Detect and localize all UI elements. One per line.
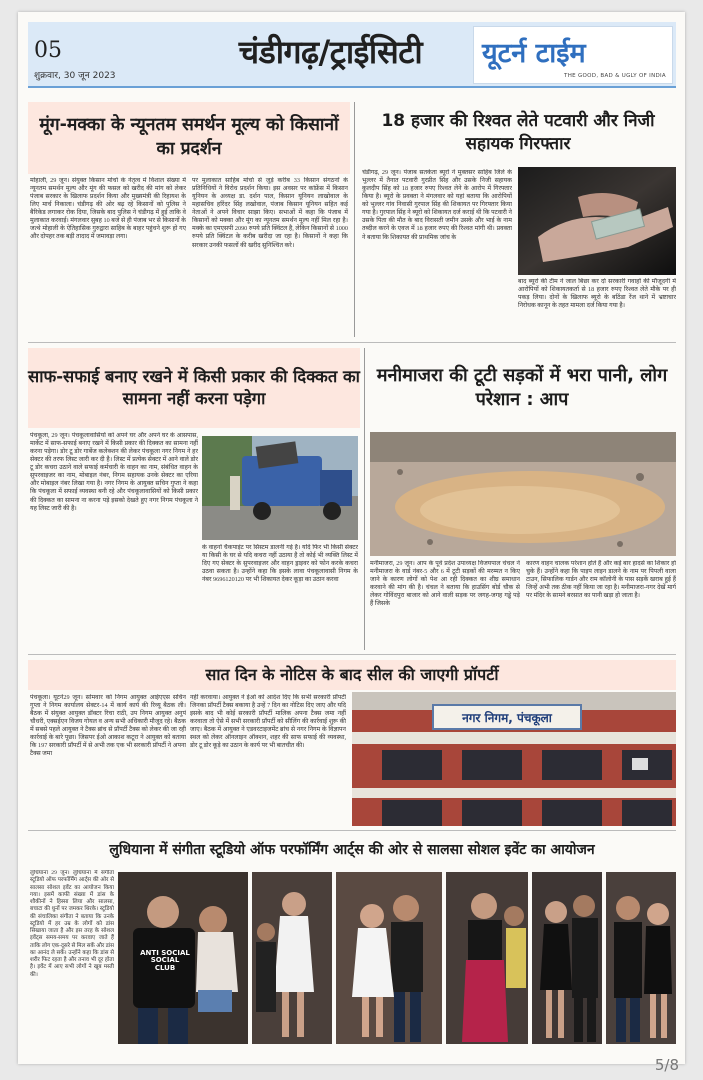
- brand-tagline: THE GOOD, BAD & UGLY OF INDIA: [564, 73, 666, 79]
- story3-headline: साफ-सफाई बनाए रखने में किसी प्रकार की दिक्कत का सामना नहीं करना पड़ेगा: [28, 348, 360, 428]
- row-divider: [28, 342, 676, 343]
- story4-col1: मनीमाजरा, 29 जून। आप के पूर्व प्रदेश उपाध्यक्ष विजयपाल चंचल ने मनीमाजरा के वार्ड नंबर-5 और 6 में टूटी सड़कों की मरम्मत न किए जाने के कारण लोगों को पेश आ रही दिक्कत का शीघ्र समाधान करवाने की मांग की है। चंचल ने बताया कि हाउसिंग बोर्ड चौक से लेकर गोविंदपुरा बाजार को आने वाली सड़क पर जगह-जगह गड्ढे पड़े हैं जिसके: [370, 560, 520, 608]
- tshirt-print: ANTI SOCIAL SOCIAL CLUB: [140, 949, 190, 972]
- story6-headline: लुधियाना में संगीता स्टूडियो ऑफ परफॉर्मिंग आर्ट्स की ओर से सालसा सोशल इवेंट का आयोजन: [28, 834, 676, 866]
- story2-col1: चंडीगढ़, 29 जून। पंजाब सतर्कता ब्यूरो ने मुक्तसर साहिब जिले के भुल्लर में तैनात पटवारी गुरप्रीत सिंह और उसके निजी सहायक कुलदीप सिंह को 18 हजार रुपए रिश्वत लेने के आरोप में गिरफ्तार किया है। ब्यूरो के प्रवक्ता ने मंगलवार को यहां बताया कि आरोपियों को भुल्लर गांव निवासी गुरपाल सिंह की शिकायत पर गिरफ्तार किया गया है। गुरपाल सिंह ने ब्यूरो को शिकायत दर्ज कराई थी कि पटवारी ने उसके पिता की मौत के बाद विरासती जमीन उसके और भाई के नाम तब्दील करने के एवज में 18 हजार रुपए की रिश्वत मांगी थी। प्रवक्ता ने बताया कि शिकायत की प्राथमिक जांच के: [362, 169, 512, 241]
- waterlogged-road-photo: [370, 432, 676, 556]
- story4-col2: कारण वाहन चालक परेशान होते हैं और कई बार हादसे का शिकार हो चुके हैं। उन्होंने कहा कि पाइप लाइन डालने के नाम पर पिपली वाला टाउन, सिफालिक गार्डन और राम कॉलोनी के पास सड़कें खराब हुई हैं जिन्हें अभी तक ठीक नहीं किया जा रहा है। मनीमाजरा-नगर देखें मार्ग पर मंदिर के सामने बरसात का पानी खड़ा हो जाता है।: [526, 560, 676, 600]
- story6-col1: लुधियाना 29 जून। लुधियाना में संगीता स्टूडियो ऑफ परफॉर्मिंग आर्ट्स की ओर से सालसा सोशल इवेंट का आयोजन किया गया। इसमें काफी संख्या में डांस के शौकीनों ने हिस्सा लिया और सालसा, बचाटा की धुनों पर जमकर थिरके। स्टूडियो की संचालिका संगीता ने बताया कि उनके स्टूडियो में हर उम्र के लोगों को डांस सिखाया जाता है और इस तरह के सोशल इवेंट्स समय-समय पर करवाए जाते हैं ताकि लोग एक-दूसरे से मिल सकें और डांस का आनंद ले सकें। उन्होंने कहा कि डांस से शरीर फिट रहता है और तनाव भी दूर होता है। इवेंट में आए सभी लोगों ने खूब मस्ती की।: [30, 870, 114, 978]
- section-title: चंडीगढ़/ट्राईसिटी: [238, 33, 423, 71]
- story5-col1: पंचकूला। यूटर्न29 जून। सोमवार को निगम आयुक्त आईएएस सचिन गुप्ता ने निगम कार्यालय सेक्टर-14 में कार्य कार्य की रिव्यू बैठक ली। बैठक में संयुक्त आयुक्त डॉक्टर रिचा राठी, उप निगम आयुक्त अनुपं चौधरी, एक्सईएन विजय गोयल व अन्य सभी अधिकारी मौजूद रहे। बैठक में सबसे पहले आयुक्त ने टैक्स ब्रांच से प्रॉपर्टी टैक्स को लेकर की जा रही कार्रवाई के बारे पूछा। जिसपर ईओ आकाश कटूरा ने आयुक्त को बताया कि 197 सरकारी प्रॉपर्टी में से अभी तक एक भी सरकारी प्रॉपर्टी ने अपना टैक्स जमा: [30, 694, 186, 758]
- row-divider: [28, 654, 676, 655]
- column-divider: [364, 348, 365, 650]
- story1-col2: पर मुलाकात साहिब मोर्चा से जुड़े करीब 33 किसान संगठनों के प्रतिनिधियों ने विरोध प्रदर्शन किया। इस अवसर पर कांफ्रेंस में किसान यूनियन के अध्यक्ष डा. दर्शन पाल, किसान यूनियन लाखोवाल के महासचिव हरिंदर सिंह लखोवाल, पंजाब किसान यूनियन सहित कई नेताओं ने अपने विचार साझा किए। सभाओं में कहा कि पंजाब में किसानों को मक्का और मूंग का न्यूनतम समर्थन मूल्य नहीं मिल रहा है। मक्के का एमएसपी 2090 रुपये प्रति क्विंटल है, लेकिन किसानों से 1000 रुपये प्रति क्विंटल के करीब खरीदा जा रहा है। किसानों ने कहा कि सरकार उनकी फसलों की खरीद सुनिश्चित करे।: [192, 177, 348, 249]
- issue-date: शुक्रवार, 30 जून 2023: [34, 71, 116, 81]
- bribe-hand-photo: [518, 167, 676, 275]
- story1-headline: मूंग-मक्का के न्यूनतम समर्थन मूल्य को किसानों का प्रदर्शन: [28, 102, 350, 174]
- column-divider: [354, 102, 355, 337]
- salsa-photo-6: [606, 872, 676, 1044]
- story5-headline: सात दिन के नोटिस के बाद सील की जाएगी प्रॉपर्टी: [28, 660, 676, 690]
- page-counter: 5/8: [654, 1056, 679, 1074]
- brand-logo: [473, 26, 673, 84]
- story5-col2: नहीं करवाया। आयुक्त ने ईओ को आदेश दिए कि सभी सरकारी प्रॉपर्टी जिनका प्रॉपर्टी टैक्स बकाया है उन्हें 7 दिन का नोटिस दिए जाए और यदि इसके बाद भी कोई सरकारी प्रॉपर्टी मालिक अपना टैक्स जमा नहीं करवाता तो ऐसे में सभी सरकारी प्रॉपर्टी को सीलिंग की कार्रवाई शुरू की जाए। बैठक में आयुक्त ने एडवरटाइजमेंट ब्रांच से नगर निगम के विज्ञापन स्थल को लेकर ऑनलाइन ऑक्शन, शहर की साफ सफाई की व्यवस्था, डोर टू डोर कूड़े का उठान के कार्य पर भी बातचीत की।: [190, 694, 346, 750]
- municipal-building-photo: [352, 692, 676, 826]
- row-divider: [28, 830, 676, 831]
- salsa-photo-3: [336, 872, 442, 1044]
- garbage-truck-photo: [202, 436, 358, 540]
- salsa-photo-1: [118, 872, 248, 1044]
- brand-name: यूटर्न टाईम: [482, 38, 586, 69]
- salsa-photo-5: [532, 872, 602, 1044]
- nagar-nigam-sign: नगर निगम, पंचकूला: [432, 704, 582, 730]
- story1-col1: मोहाली, 29 जून। संयुक्त किसान मोर्चा के नेतृत्व में विशाल संख्या में न्यूनतम समर्थन मूल्य और मूंग की फसल को खरीद की मांग को लेकर पंजाब सरकार के खिलाफ प्रदर्शन किया और मुख्यमंत्री की रिहायश के लिए मार्च निकाला। चंडीगढ़ की ओर बढ़ रहे किसानों को पुलिस ने बैरिकेड लगाकर रोक दिया, जिसके बाद पुलिस ने चंडीगढ़ में हुई ताकि वे मुलाकात करवाई। मंगलवार सुबह 10 बजे से ही पंजाब भर से किसानों के जत्थे मोहाली के ऐतिहासिक गुरुद्वारा साहिब के बाहर पहुंचने शुरू हो गए और दोपहर तक बड़ी तादाद में जमावड़ा लगा।: [30, 177, 186, 241]
- masthead: [28, 22, 676, 88]
- story2-headline: 18 हजार की रिश्वत लेते पटवारी और निजी सहायक गिरफ्तार: [360, 100, 676, 166]
- page-number: 05: [34, 38, 62, 63]
- salsa-photo-2: [252, 872, 332, 1044]
- story3-col1: पंचकूला, 29 जून। पंचकूलावासियों को अपने घर और अपने घर के आसपास, मार्केट में साफ-सफाई बनाए रखने में किसी प्रकार की दिक्कत का सामना नहीं करना पड़ेगा। डोर टू डोर गार्बेज कलेक्शन की लेकर पंचकूला नगर निगम ने हर सेक्टर की तरफ लिस्ट जारी कर दी है। लिस्ट में प्रत्येक सेक्टर में आने वाले डोर टू डोर कचरा उठाने वाले सफाई कर्मचारी के वाहन का नाम, संबंधित वाहन के सुपरवाइजर का नाम, मोबाइल नंबर, निगम सहायक उनके सेक्टर का एरिया और मोबाइल नंबर लिखा गया है। नगर निगम के आयुक्त सचिन गुप्ता ने कहा कि पंचकूला में सफाई व्यवस्था बनी रहे और पंचकूलावासियों को किसी प्रकार की दिक्कत का सामना ना करना पड़े इसको देखते हुए नगर निगम पंचकूला ने यह लिस्ट जारी की है।: [30, 432, 198, 512]
- salsa-photo-4: [446, 872, 528, 1044]
- newspaper-page: [18, 12, 685, 1064]
- story3-col2: के वाहनों चैकपाइंट पर सिस्टम डालनी गई है। यदि फिर भी किसी सेक्टर या किसी के घर से यदि कचरा नहीं उठाया है तो कोई भी व्यक्ति लिस्ट में दिए गए सेक्टर के सुपरवाइजर और वाहन ड्राइवर को फोन करके कचरा उठवा सकता है। उन्होंने कहा कि इसके लावा पंचकूलावासी निगम के नंबर 9696120120 पर भी शिकायत देकर कूड़ा का उठान करवा: [202, 544, 358, 584]
- story4-headline: मनीमाजरा की टूटी सड़कों में भरा पानी, लोग परेशान : आप: [368, 348, 676, 428]
- story2-col2: बाद ब्यूरो की टीम ने जाल बिछा कर दो सरकारी गवाहों की मौजूदगी में आरोपियों को शिकायतकर्ता से 18 हजार रुपए रिश्वत लेते मौके पर ही पकड़ लिया। दोनों के खिलाफ ब्यूरो के बठिंडा रेंज थाने में भ्रष्टाचार निरोधक कानून के तहत मामला दर्ज किया गया है।: [518, 278, 676, 310]
